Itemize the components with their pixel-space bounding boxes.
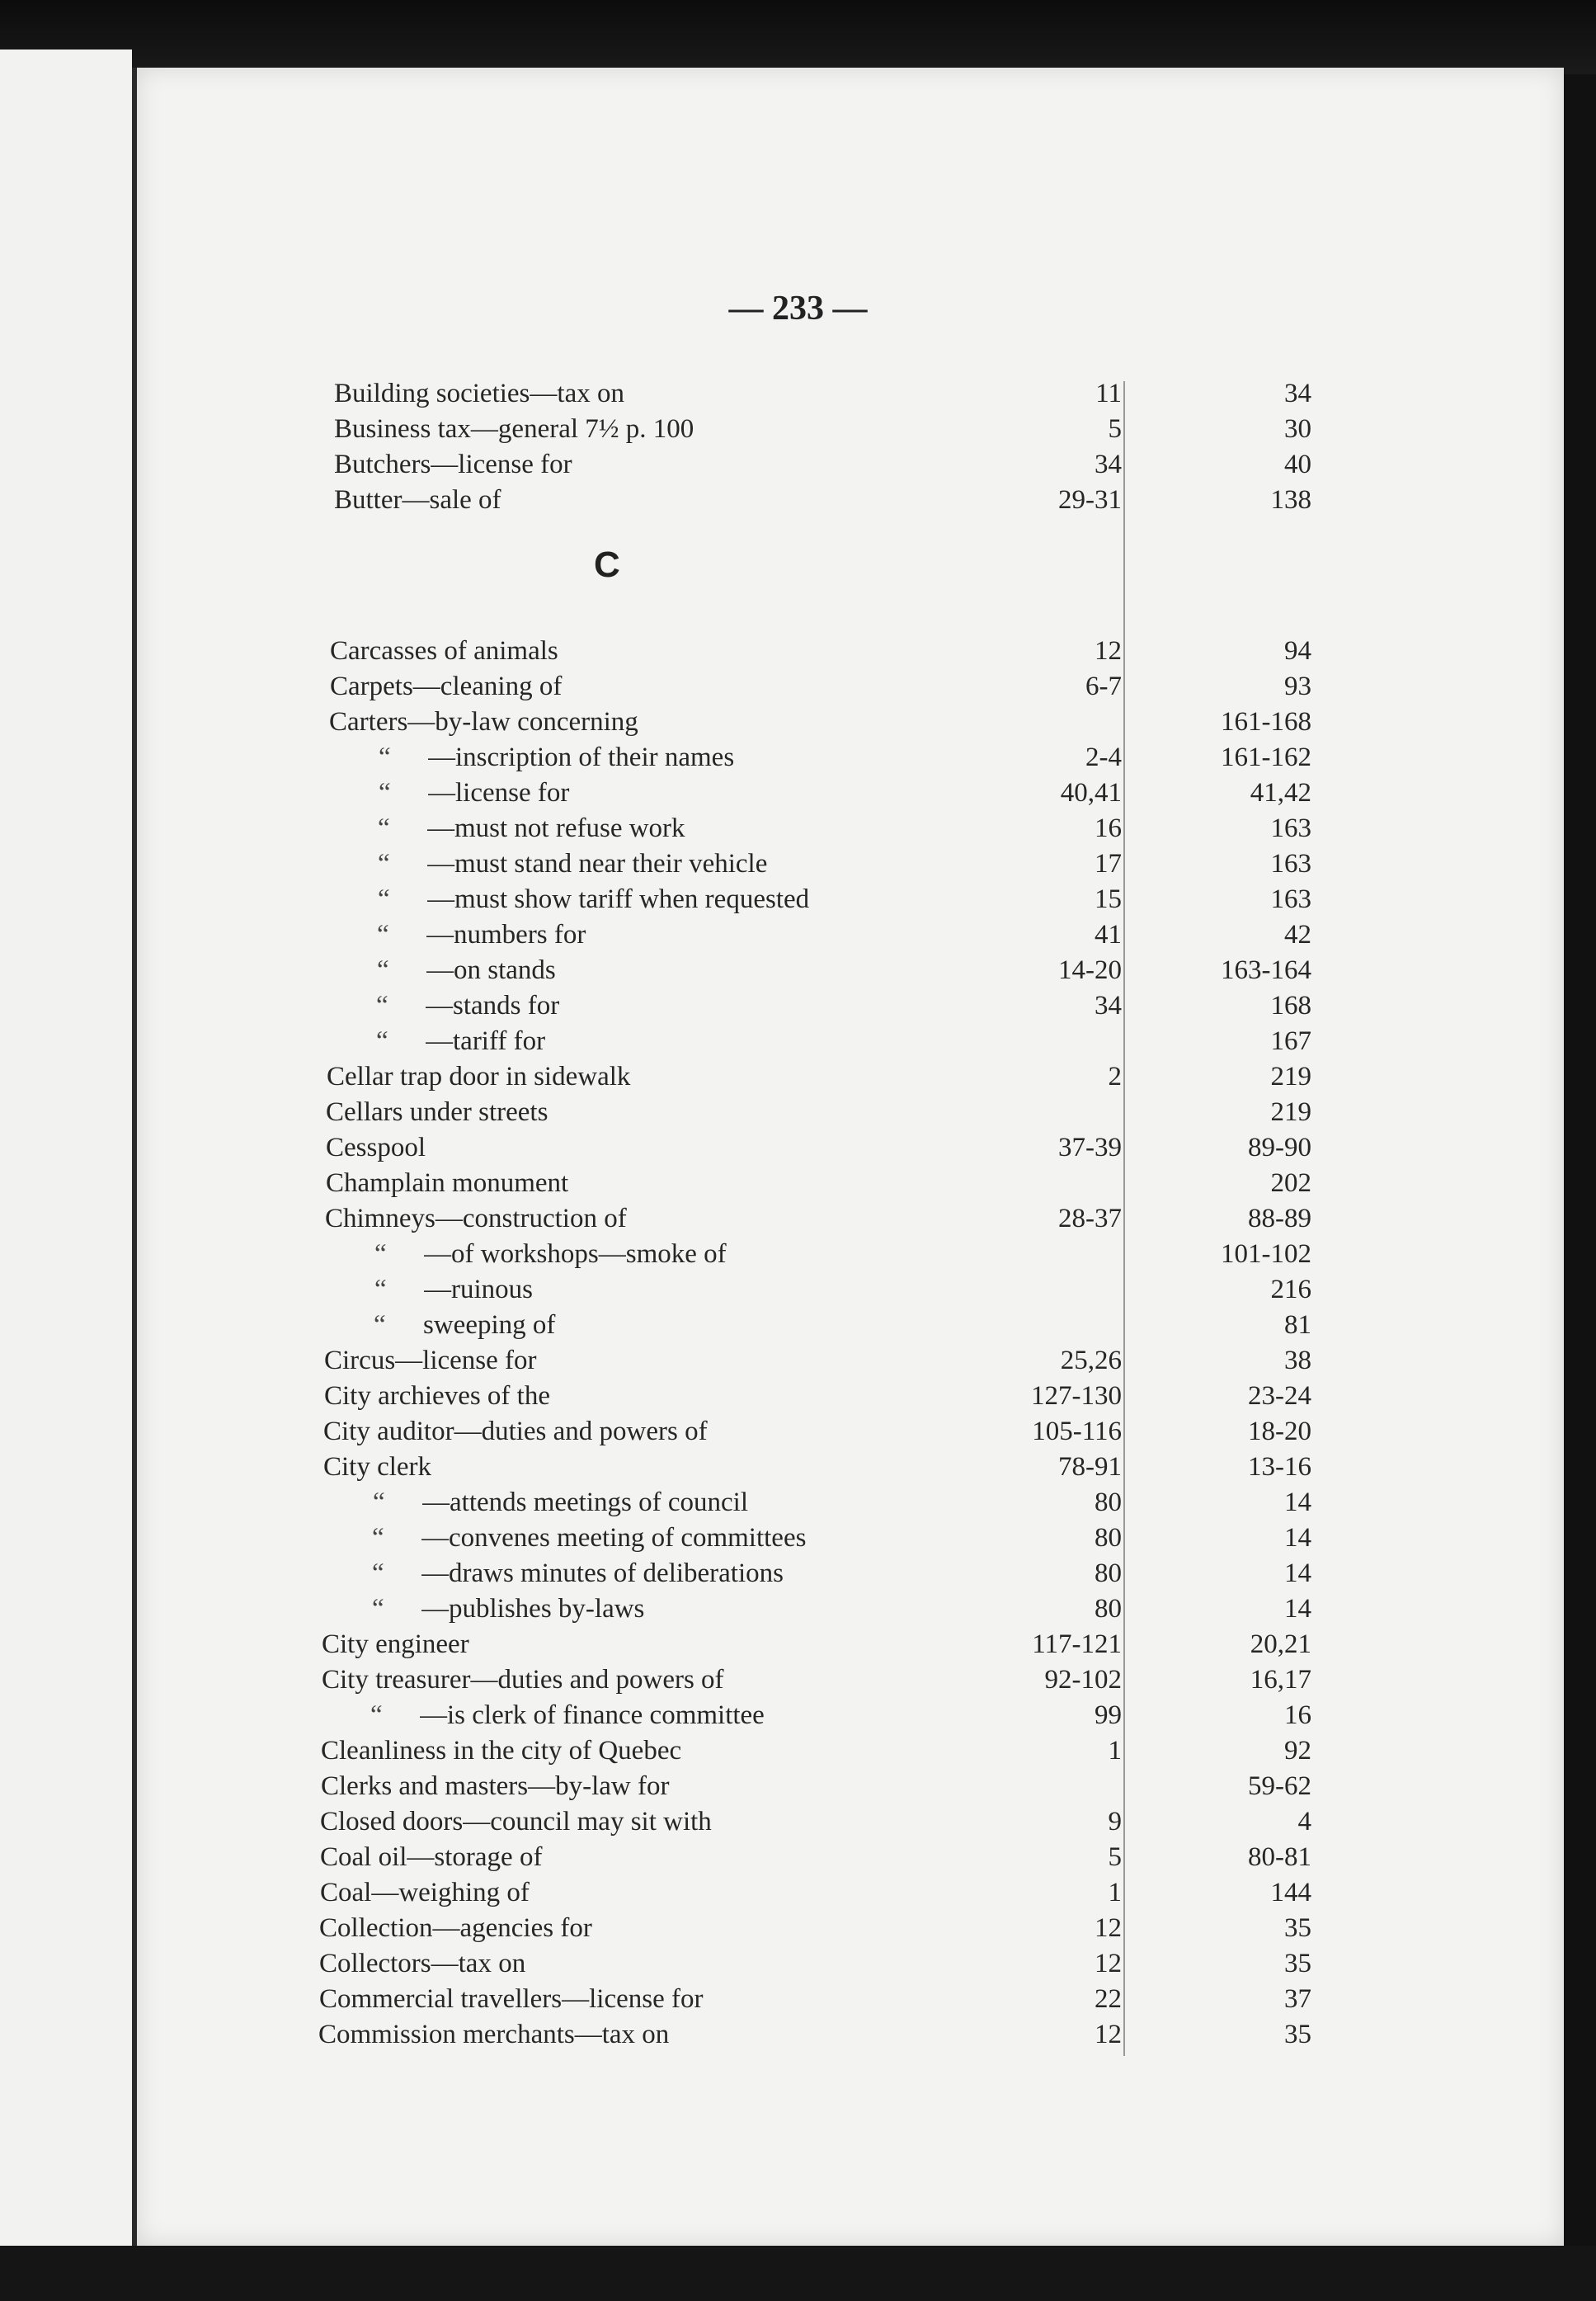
ditto-mark: “: [370, 1700, 383, 1730]
entry-page: 14: [1284, 1488, 1311, 1517]
entry-page: 40: [1284, 450, 1311, 479]
index-entry: [0, 634, 1596, 668]
entry-subject-text: Commission merchants—tax on: [318, 2020, 672, 2049]
index-entry: [0, 1556, 1596, 1591]
entry-page: 34: [1284, 379, 1311, 408]
entry-page: 38: [1284, 1346, 1311, 1375]
entry-article: 1: [1108, 1736, 1122, 1766]
entry-article: 41: [1095, 920, 1122, 950]
entry-article: 99: [1095, 1700, 1122, 1730]
index-entry: [0, 1272, 1596, 1307]
entry-subject-text: —ruinous: [424, 1275, 536, 1304]
entry-subject-text: —numbers for: [426, 920, 589, 950]
index-entry: [0, 1166, 1596, 1200]
entry-page: 41,42: [1250, 778, 1311, 808]
entry-subject: [422, 1485, 907, 1520]
entry-article: 2-4: [1085, 743, 1122, 772]
entry-page: 42: [1284, 920, 1311, 950]
entry-article: 105-116: [1032, 1417, 1122, 1446]
entry-page: 16,17: [1250, 1665, 1311, 1695]
index-entry: [0, 1804, 1596, 1839]
entry-article: [1015, 1272, 1122, 1307]
entry-subject: [322, 1627, 907, 1662]
index-entry: [0, 1627, 1596, 1662]
entry-page: 14: [1284, 1558, 1311, 1588]
index-entry: [0, 1698, 1596, 1733]
entry-article: 37-39: [1058, 1133, 1122, 1162]
entry-article: 2: [1108, 1062, 1122, 1092]
entry-subject-text: City auditor—duties and powers of: [323, 1417, 711, 1446]
entry-subject-text: Cleanliness in the city of Quebec: [321, 1736, 685, 1766]
entry-article: 28-37: [1058, 1204, 1122, 1233]
entry-page: 219: [1270, 1062, 1311, 1092]
scan-top-border: [0, 0, 1596, 74]
index-entry: [0, 1769, 1596, 1804]
index-entry: [0, 1450, 1596, 1484]
ditto-mark: “: [378, 849, 390, 879]
entry-subject: [424, 1272, 907, 1307]
index-entry: [0, 376, 1596, 411]
entry-subject-text: Champlain monument: [326, 1168, 572, 1198]
index-entry: [0, 1379, 1596, 1413]
entry-article: 16: [1095, 813, 1122, 843]
entry-page: 202: [1270, 1168, 1311, 1198]
entry-subject: [319, 1946, 907, 1981]
entry-article: [1015, 705, 1122, 739]
entry-page: 93: [1284, 672, 1311, 701]
entry-article: 12: [1095, 2020, 1122, 2049]
entry-page: 168: [1270, 991, 1311, 1021]
entry-article: 78-91: [1058, 1452, 1122, 1482]
entry-subject-text: Coal—weighing of: [320, 1878, 533, 1907]
ditto-mark: “: [378, 813, 390, 843]
entry-subject-text: —publishes by-laws: [421, 1594, 647, 1624]
entry-article: 5: [1108, 414, 1122, 444]
entry-page: 59-62: [1248, 1771, 1311, 1801]
entry-subject: [321, 1769, 907, 1804]
entry-page: 13-16: [1248, 1452, 1311, 1482]
index-entry: [0, 1875, 1596, 1910]
section-letter-heading: C: [594, 545, 620, 585]
entry-subject: [321, 1733, 907, 1768]
entry-article: 12: [1095, 1949, 1122, 1978]
entry-article: 80: [1095, 1488, 1122, 1517]
entry-subject: [322, 1662, 907, 1697]
entry-article: 34: [1095, 450, 1122, 479]
index-entry: [0, 483, 1596, 517]
entry-subject-text: —must show tariff when requested: [427, 884, 812, 914]
entry-subject: [326, 1166, 907, 1200]
entry-subject: [323, 1414, 907, 1449]
entry-page: 20,21: [1250, 1629, 1311, 1659]
entry-subject-text: Clerks and masters—by-law for: [321, 1771, 672, 1801]
ditto-mark: “: [372, 1558, 384, 1588]
index-entry: [0, 412, 1596, 446]
index-entry: [0, 1733, 1596, 1768]
entry-subject: [326, 1130, 907, 1165]
entry-article: 6-7: [1085, 672, 1122, 701]
entry-page: 163-164: [1221, 955, 1311, 985]
entry-article: 22: [1095, 1984, 1122, 2014]
entry-subject: [320, 1840, 907, 1874]
ditto-mark: “: [373, 1488, 385, 1517]
entry-article: 40,41: [1060, 778, 1122, 808]
index-entry: [0, 740, 1596, 775]
index-entry: [0, 953, 1596, 988]
entry-article: [1015, 1166, 1122, 1200]
index-entry: [0, 1840, 1596, 1874]
entry-subject: [327, 1059, 907, 1094]
entry-subject-text: —is clerk of finance committee: [420, 1700, 768, 1730]
page-number: — 233 —: [728, 290, 868, 328]
entry-subject: [426, 988, 907, 1023]
entry-article: 127-130: [1031, 1381, 1122, 1411]
entry-page: 161-162: [1221, 743, 1311, 772]
entry-page: 94: [1284, 636, 1311, 666]
ditto-mark: “: [374, 1239, 387, 1269]
entry-subject-text: Closed doors—council may sit with: [320, 1807, 715, 1837]
entry-subject-text: Cellars under streets: [326, 1097, 551, 1127]
entry-subject: [426, 1024, 907, 1059]
ditto-mark: “: [376, 1026, 388, 1056]
ditto-mark: “: [372, 1594, 384, 1624]
entry-subject-text: —on stands: [426, 955, 559, 985]
entry-subject-text: —must not refuse work: [427, 813, 689, 843]
index-entry: [0, 1130, 1596, 1165]
entry-subject-text: Coal oil—storage of: [320, 1842, 545, 1872]
entry-subject: [323, 1450, 907, 1484]
entry-article: 80: [1095, 1523, 1122, 1553]
entry-subject: [423, 1308, 907, 1342]
entry-subject-text: Circus—license for: [324, 1346, 540, 1375]
entry-subject: [325, 1201, 907, 1236]
entry-subject-text: City archieves of the: [324, 1381, 553, 1411]
entry-subject: [426, 953, 907, 988]
entry-subject: [427, 882, 907, 917]
entry-subject: [320, 1804, 907, 1839]
entry-article: 34: [1095, 991, 1122, 1021]
entry-page: 216: [1270, 1275, 1311, 1304]
entry-article: 92-102: [1044, 1665, 1122, 1695]
entry-subject: [427, 846, 907, 881]
ditto-mark: “: [377, 955, 389, 985]
entry-subject-text: City clerk: [323, 1452, 435, 1482]
entry-subject-text: Butter—sale of: [334, 485, 505, 515]
entry-article: [1015, 1024, 1122, 1059]
index-entry: [0, 1982, 1596, 2016]
entry-subject-text: Collection—agencies for: [319, 1913, 596, 1943]
entry-page: 92: [1284, 1736, 1311, 1766]
index-entry: [0, 988, 1596, 1023]
entry-subject-text: —draws minutes of deliberations: [421, 1558, 787, 1588]
index-entry: [0, 1308, 1596, 1342]
entry-page: 16: [1284, 1700, 1311, 1730]
entry-article: 25,26: [1060, 1346, 1122, 1375]
entry-subject: [420, 1698, 907, 1733]
entry-page: 89-90: [1248, 1133, 1311, 1162]
index-entry: [0, 1911, 1596, 1945]
ditto-mark: “: [374, 1310, 386, 1340]
entry-page: 163: [1270, 813, 1311, 843]
entry-subject-text: —must stand near their vehicle: [427, 849, 770, 879]
index-entry: [0, 705, 1596, 739]
index-entry: [0, 1485, 1596, 1520]
entry-subject-text: —license for: [428, 778, 572, 808]
entry-subject: [319, 1911, 907, 1945]
index-entry: [0, 846, 1596, 881]
ditto-mark: “: [379, 778, 391, 808]
entry-subject-text: Business tax—general 7½ p. 100: [334, 414, 697, 444]
entry-page: 144: [1270, 1878, 1311, 1907]
entry-subject: [421, 1556, 907, 1591]
entry-article: 80: [1095, 1594, 1122, 1624]
entry-subject-text: Carpets—cleaning of: [330, 672, 565, 701]
entry-page: 163: [1270, 849, 1311, 879]
index-entry: [0, 2017, 1596, 2052]
entry-page: 30: [1284, 414, 1311, 444]
entry-subject: [326, 1095, 907, 1129]
entry-page: 163: [1270, 884, 1311, 914]
ditto-mark: “: [372, 1523, 384, 1553]
index-entry: [0, 1946, 1596, 1981]
entry-article: 12: [1095, 1913, 1122, 1943]
entry-article: 117-121: [1032, 1629, 1122, 1659]
entry-article: 1: [1108, 1878, 1122, 1907]
entry-article: [1015, 1095, 1122, 1129]
entry-page: 18-20: [1248, 1417, 1311, 1446]
entry-page: 4: [1297, 1807, 1311, 1837]
entry-subject-text: —of workshops—smoke of: [424, 1239, 730, 1269]
entry-article: 12: [1095, 636, 1122, 666]
entry-subject-text: Carcasses of animals: [330, 636, 562, 666]
entry-subject-text: Commercial travellers—license for: [319, 1984, 706, 2014]
entry-article: 14-20: [1058, 955, 1122, 985]
ditto-mark: “: [374, 1275, 387, 1304]
entry-page: 14: [1284, 1594, 1311, 1624]
index-entry: [0, 1059, 1596, 1094]
entry-page: 35: [1284, 1913, 1311, 1943]
entry-subject: [334, 412, 907, 446]
ditto-mark: “: [376, 991, 388, 1021]
entry-subject: [427, 811, 907, 846]
entry-article: 9: [1108, 1807, 1122, 1837]
entry-page: 219: [1270, 1097, 1311, 1127]
entry-subject: [329, 705, 907, 739]
entry-article: 5: [1108, 1842, 1122, 1872]
entry-page: 35: [1284, 1949, 1311, 1978]
entry-subject-text: Building societies—tax on: [334, 379, 628, 408]
entry-subject-text: sweeping of: [423, 1310, 558, 1340]
entry-subject-text: Collectors—tax on: [319, 1949, 529, 1978]
entry-page: 138: [1270, 485, 1311, 515]
entry-subject: [334, 447, 907, 482]
entry-article: [1015, 1237, 1122, 1271]
entry-page: 80-81: [1248, 1842, 1311, 1872]
ditto-mark: “: [379, 743, 391, 772]
entry-page: 101-102: [1221, 1239, 1311, 1269]
entry-subject-text: —inscription of their names: [428, 743, 737, 772]
entry-subject-text: Carters—by-law concerning: [329, 707, 642, 737]
entry-subject: [426, 917, 907, 952]
entry-subject-text: City treasurer—duties and powers of: [322, 1665, 727, 1695]
entry-article: 17: [1095, 849, 1122, 879]
entry-page: 161-168: [1221, 707, 1311, 737]
entry-subject: [324, 1343, 907, 1378]
index-entry: [0, 1591, 1596, 1626]
entry-subject-text: —tariff for: [426, 1026, 548, 1056]
entry-article: 80: [1095, 1558, 1122, 1588]
entry-subject: [421, 1521, 907, 1555]
entry-subject: [428, 776, 907, 810]
entry-article: 29-31: [1058, 485, 1122, 515]
entry-page: 23-24: [1248, 1381, 1311, 1411]
entry-subject: [330, 669, 907, 704]
entry-article: [1015, 1769, 1122, 1804]
index-entry: [0, 776, 1596, 810]
index-entry: [0, 1343, 1596, 1378]
entry-subject: [320, 1875, 907, 1910]
entry-page: 167: [1270, 1026, 1311, 1056]
entry-subject: [334, 376, 907, 411]
index-entry: [0, 1414, 1596, 1449]
entry-page: 14: [1284, 1523, 1311, 1553]
entry-article: [1015, 1308, 1122, 1342]
entry-subject-text: Cellar trap door in sidewalk: [327, 1062, 633, 1092]
entry-article: 11: [1095, 379, 1122, 408]
entry-subject: [330, 634, 907, 668]
scan-bottom-border: [0, 2246, 1596, 2301]
entry-subject: [324, 1379, 907, 1413]
entry-article: 15: [1095, 884, 1122, 914]
entry-subject: [318, 2017, 907, 2052]
entry-subject-text: —stands for: [426, 991, 563, 1021]
entry-subject: [334, 483, 907, 517]
entry-subject-text: —attends meetings of council: [422, 1488, 751, 1517]
ditto-mark: “: [377, 920, 389, 950]
index-entry: [0, 1521, 1596, 1555]
entry-subject: [424, 1237, 907, 1271]
entry-page: 81: [1284, 1310, 1311, 1340]
entry-subject: [421, 1591, 907, 1626]
index-entry: [0, 1095, 1596, 1129]
ditto-mark: “: [378, 884, 390, 914]
index-entry: [0, 882, 1596, 917]
index-entry: [0, 811, 1596, 846]
entry-subject-text: Chimneys—construction of: [325, 1204, 630, 1233]
entry-subject-text: City engineer: [322, 1629, 473, 1659]
entry-page: 37: [1284, 1984, 1311, 2014]
entry-subject: [319, 1982, 907, 2016]
entry-subject: [428, 740, 907, 775]
index-entry: [0, 669, 1596, 704]
entry-subject-text: Butchers—license for: [334, 450, 576, 479]
entry-page: 88-89: [1248, 1204, 1311, 1233]
entry-subject-text: Cesspool: [326, 1133, 429, 1162]
index-entry: [0, 1237, 1596, 1271]
index-entry: [0, 1201, 1596, 1236]
index-entry: [0, 917, 1596, 952]
index-entry: [0, 1024, 1596, 1059]
entry-page: 35: [1284, 2020, 1311, 2049]
index-entry: [0, 447, 1596, 482]
entry-subject-text: —convenes meeting of committees: [421, 1523, 809, 1553]
index-entry: [0, 1662, 1596, 1697]
